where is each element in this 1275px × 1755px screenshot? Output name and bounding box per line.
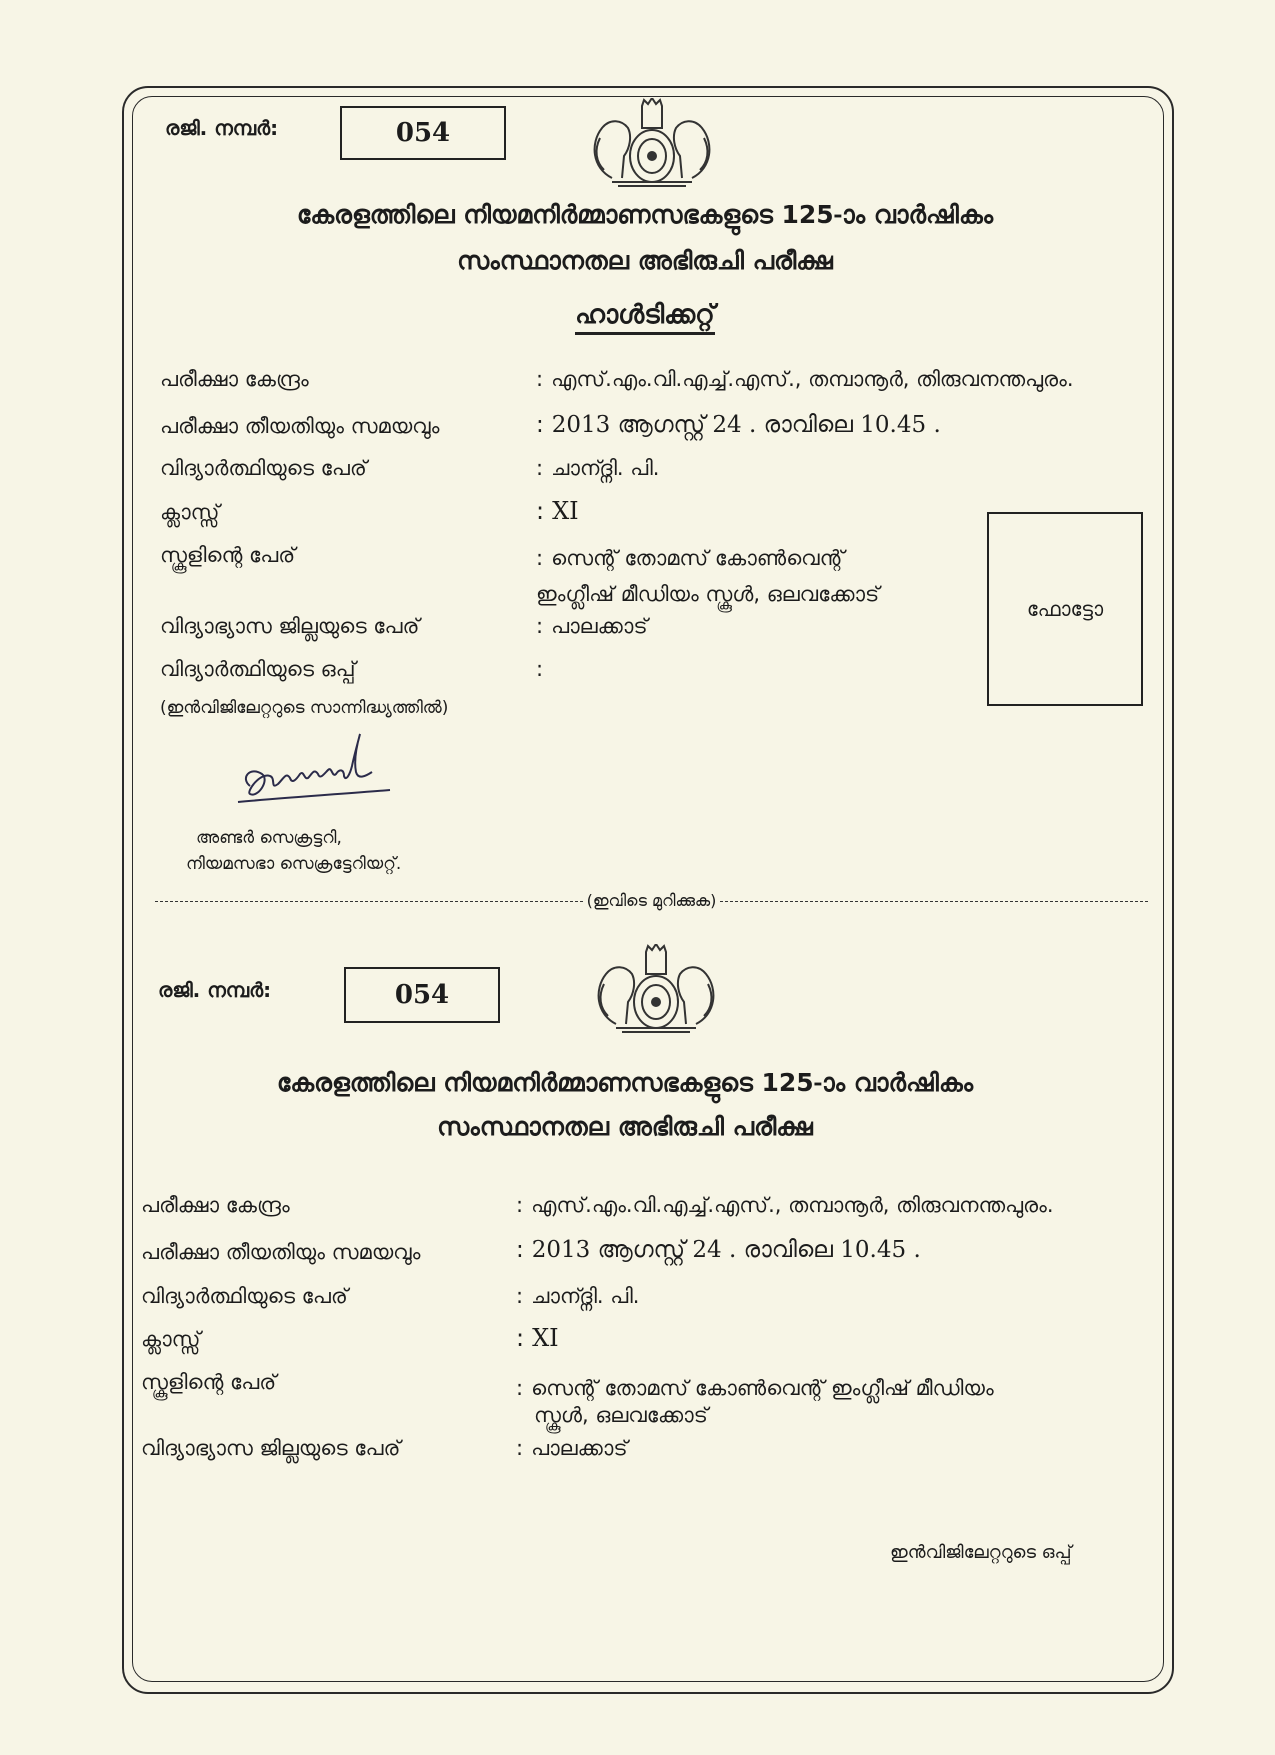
bottom-date-value: : 2013 ആഗസ്റ്റ് 24 . രാവിലെ 10.45 . (516, 1237, 921, 1263)
signatory-designation: അണ്ടർ സെക്രട്ടറി, (196, 828, 342, 848)
bottom-student-name-value: : ചാന്ദ്നി. പി. (516, 1284, 640, 1308)
heading-line-2: സംസ്ഥാനതല അഭിരുചി പരീക്ഷ (457, 246, 833, 275)
district-label: വിദ്യാഭ്യാസ ജില്ലയുടെ പേര് (160, 614, 420, 638)
student-signature-value: : (536, 657, 544, 681)
bottom-centre-value: : എസ്.എം.വി.എച്ച്.എസ്., തമ്പാനൂർ, തിരുവനന്തപുരം. (516, 1193, 1054, 1217)
bottom-student-name-label: വിദ്യാർത്ഥിയുടെ പേര് (141, 1284, 348, 1308)
invigilator-signature-label: ഇൻവിജിലേറ്ററുടെ ഒപ്പ് (890, 1542, 1072, 1563)
bottom-school-label: സ്കൂളിന്റെ പേര് (141, 1370, 277, 1394)
cut-line (155, 890, 1148, 912)
centre-label: പരീക്ഷാ കേന്ദ്രം (160, 367, 309, 391)
heading-line-1: കേരളത്തിലെ നിയമനിർമ്മാണസഭകളുടെ 125-ാം വാർഷികം (296, 200, 994, 229)
bottom-district-value: : പാലക്കാട് (516, 1436, 628, 1460)
reg-number-label: രജി. നമ്പർ: (165, 116, 279, 140)
bottom-centre-label: പരീക്ഷാ കേന്ദ്രം (141, 1193, 290, 1217)
bottom-heading-line-2: സംസ്ഥാനതല അഭിരുചി പരീക്ഷ (437, 1112, 813, 1141)
signatory-office: നിയമസഭാ സെക്രട്ടേറിയറ്റ്. (186, 854, 402, 874)
photo-box: ഫോട്ടോ (987, 512, 1143, 706)
centre-value: : എസ്.എം.വി.എച്ച്.എസ്., തമ്പാനൂർ, തിരുവനന്തപുരം. (536, 367, 1074, 391)
school-value-line-1: : സെന്റ് തോമസ് കോൺവെന്റ് (536, 546, 845, 570)
student-name-value: : ചാന്ദ്നി. പി. (536, 456, 660, 480)
cut-dash-left (155, 901, 583, 902)
bottom-school-value-line-1: : സെന്റ് തോമസ് കോൺവെന്റ് ഇംഗ്ലീഷ് മീഡിയം (516, 1376, 994, 1400)
cut-dash-right (720, 901, 1148, 902)
bottom-heading-line-1: കേരളത്തിലെ നിയമനിർമ്മാണസഭകളുടെ 125-ാം വാർഷികം (276, 1068, 974, 1097)
bottom-date-label: പരീക്ഷാ തീയതിയും സമയവും (141, 1240, 421, 1264)
bottom-district-label: വിദ്യാഭ്യാസ ജില്ലയുടെ പേര് (141, 1436, 401, 1460)
school-value-line-2: ഇംഗ്ലീഷ് മീഡിയം സ്കൂൾ, ഒലവക്കോട് (536, 582, 880, 606)
bottom-class-value: : XI (516, 1324, 559, 1352)
student-signature-label: വിദ്യാർത്ഥിയുടെ ഒപ്പ് (160, 657, 356, 681)
district-value: : പാലക്കാട് (536, 614, 648, 638)
class-label: ക്ലാസ്സ് (160, 500, 220, 524)
bottom-school-value-line-2: സ്കൂൾ, ഒലവക്കോട് (534, 1403, 708, 1427)
date-value: : 2013 ആഗസ്റ്റ് 24 . രാവിലെ 10.45 . (536, 412, 941, 438)
class-value: : XI (536, 497, 579, 525)
date-label: പരീക്ഷാ തീയതിയും സമയവും (160, 414, 440, 438)
bottom-reg-number-box: 054 (344, 967, 500, 1023)
presence-note: (ഇൻവിജിലേറ്ററുടെ സാന്നിദ്ധ്യത്തിൽ) (160, 698, 449, 718)
bottom-kerala-emblem-icon (586, 944, 726, 1036)
bottom-reg-number-label: രജി. നമ്പർ: (158, 978, 272, 1002)
cut-here-text: (ഇവിടെ മുറിക്കുക) (586, 891, 717, 910)
school-label: സ്കൂളിന്റെ പേര് (160, 543, 296, 567)
student-name-label: വിദ്യാർത്ഥിയുടെ പേര് (160, 456, 367, 480)
signature-image (230, 728, 400, 820)
hall-ticket-title: ഹാൾടിക്കറ്റ് (130, 300, 1160, 331)
kerala-emblem-icon (582, 98, 722, 190)
bottom-class-label: ക്ലാസ്സ് (141, 1327, 201, 1351)
reg-number-box: 054 (340, 106, 506, 160)
